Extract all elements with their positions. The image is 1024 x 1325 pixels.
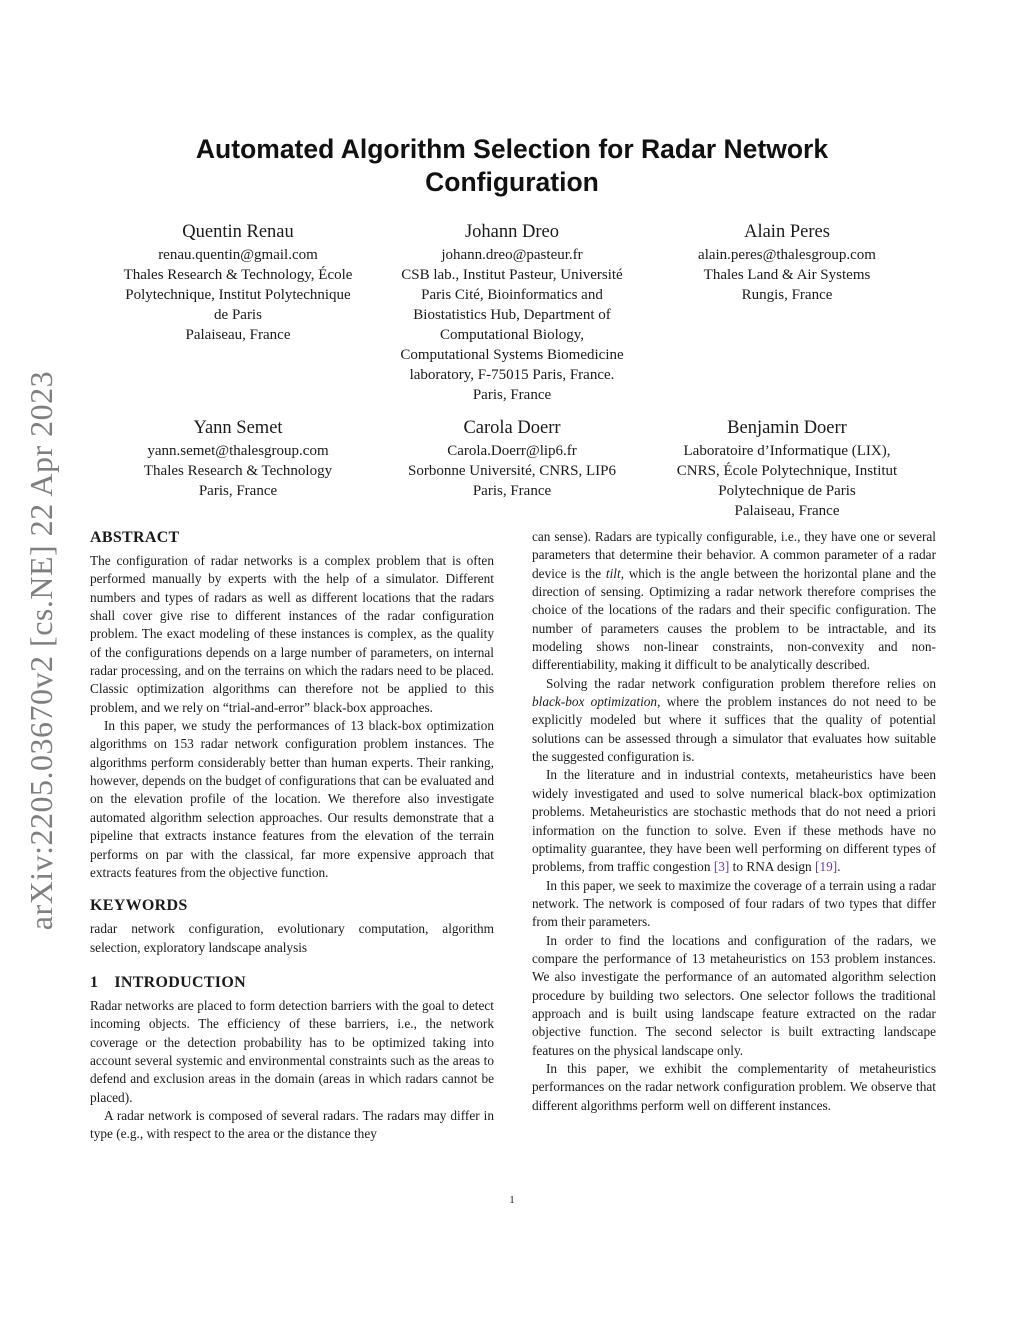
author-location: Rungis, France: [741, 287, 833, 303]
author-location: Paris, France: [472, 387, 552, 403]
author-affiliation: Paris Cité, Bioinformatics and: [421, 287, 603, 303]
body-text: .: [837, 859, 841, 875]
author-affiliation: Thales Land & Air Systems: [703, 267, 871, 283]
abstract-heading: ABSTRACT: [90, 529, 180, 546]
citation-link[interactable]: [19]: [815, 859, 838, 875]
author-block: [103, 416, 373, 501]
author-name: Yann Semet: [193, 418, 283, 438]
author-name: Benjamin Doerr: [727, 418, 847, 438]
section-number: 1: [90, 973, 99, 991]
author-affiliation: Thales Research & Technology: [143, 463, 333, 479]
author-block: [103, 220, 373, 345]
author-block: [652, 220, 922, 305]
citation-link[interactable]: [3]: [713, 859, 730, 875]
author-block: [652, 416, 922, 521]
author-affiliation: CNRS, École Polytechnique, Institut: [676, 463, 898, 479]
body-paragraph: A radar network is composed of several radars. The radars may differ in type (e.g., with respect to the area or the distance they: [90, 1107, 494, 1142]
author-location: Palaiseau, France: [734, 503, 840, 519]
arxiv-stamp: [20, 355, 64, 945]
emphasis-term: black-box optimization: [532, 694, 658, 710]
author-affiliation: laboratory, F-75015 Paris, France.: [409, 367, 615, 383]
author-block: [377, 220, 647, 405]
body-paragraph: [532, 528, 936, 675]
intro-heading: [90, 973, 494, 993]
title-line-1: Automated Algorithm Selection for Radar Network: [195, 134, 829, 164]
author-name: Johann Dreo: [464, 222, 560, 242]
section-title: INTRODUCTION: [114, 973, 246, 991]
author-affiliation: Polytechnique, Institut Polytechnique: [125, 287, 351, 303]
author-affiliation: Computational Systems Biomedicine: [400, 347, 624, 363]
page-number: 1: [509, 1194, 515, 1206]
author-name: Quentin Renau: [182, 222, 294, 242]
author-location: Paris, France: [198, 483, 278, 499]
left-column: [90, 528, 494, 1144]
author-affiliation: Sorbonne Université, CNRS, LIP6: [408, 463, 616, 479]
emphasis-term: tilt: [605, 565, 621, 581]
abstract-paragraph: In this paper, we study the performances of 13 black-box optimization algorithms on 153 radar network configuration problem instances. The algorithms perform considerably better than human experts. Their ranking, however, depends on the budget of configurations that can be evaluated and on the elevation profile of the location. We therefore also investigate automated algorithm selection approaches. Our results demonstrate that a pipeline that extracts instance features from the elevation of the terrain performs on par with the classical, far more expensive approach that extracts features from the objective function.: [90, 718, 494, 880]
author-email: johann.dreo@pasteur.fr: [441, 247, 583, 263]
abstract-paragraph: The configuration of radar networks is a complex problem that is often performed manually by experts with the help of a simulator. Different numbers and types of radars as well as different locations that the radars shall cover give rise to different instances of the radar configuration problem. The exact modeling of these instances is complex, as the quality of the configurations depends on a large number of parameters, on internal radar processing, and on the terrains on which the radars need to be placed. Classic optimization algorithms can therefore not be applied to this problem, and we rely on “trial-and-error” black-box approaches.: [90, 553, 494, 715]
author-name: Carola Doerr: [463, 418, 561, 438]
author-block: [377, 416, 647, 501]
body-text: , where the problem instances do not need to be explicitly modeled but where it suffices that the quality of potential solutions can be assessed through a simulator that evaluates how suitable the suggested configuration is.: [532, 694, 936, 765]
body-text: Solving the radar network configuration problem therefore relies on: [546, 675, 936, 691]
author-email: Carola.Doerr@lip6.fr: [447, 443, 577, 459]
author-affiliation: Thales Research & Technology, École: [123, 267, 353, 283]
body-text: In the literature and in industrial contexts, metaheuristics have been widely investigated and used to solve numerical black-box optimization problems. Metaheuristics are stochastic methods that do not need a priori information on the function to solve. Even if these methods have no optimality guarantee, they have been well performing on different types of problems, from traffic congestion: [532, 767, 936, 875]
keywords-text: radar network configuration, evolutionary computation, algorithm selection, exploratory landscape analysis: [90, 921, 494, 955]
arxiv-id: arXiv:2205.03670v2 [cs.NE] 22 Apr 2023: [23, 370, 60, 930]
body-paragraph: In this paper, we seek to maximize the coverage of a terrain using a radar network. The network is composed of four radars of two types that differ from their parameters.: [532, 877, 936, 930]
keywords-heading: KEYWORDS: [90, 897, 188, 915]
author-affiliation: CSB lab., Institut Pasteur, Université: [401, 267, 623, 283]
body-text: , which is the angle between the horizontal plane and the direction of sensing. Optimizing a radar network therefore comprises the choice of the locations of the radars and their specific configuration. The number of parameters causes the problem to be intractable, and its modeling shows non-linear constraints, non-convexity and non-differentiability, making it difficult to be analytically described.: [532, 565, 937, 673]
body-paragraph: [532, 766, 936, 876]
author-affiliation: Laboratoire d’Informatique (LIX),: [683, 443, 891, 459]
author-affiliation: Polytechnique de Paris: [718, 483, 856, 499]
author-email: yann.semet@thalesgroup.com: [147, 443, 329, 459]
author-location: Paris, France: [472, 483, 552, 499]
body-text: to RNA design: [729, 859, 812, 875]
right-column: [532, 528, 936, 1115]
body-paragraph: Radar networks are placed to form detection barriers with the goal to detect incoming objects. The efficiency of these barriers, i.e., the network coverage or the detection probability has to be optimized taking into account several systemic and environmental constraints such as the areas to defend and exclusion areas in the domain (areas in which radars cannot be placed).: [90, 997, 494, 1105]
body-paragraph: In this paper, we exhibit the complementarity of metaheuristics performances on the radar network configuration problem. We observe that different algorithms perform well on different instances.: [532, 1060, 936, 1113]
author-name: Alain Peres: [744, 222, 830, 242]
title-line-2: Configuration: [425, 167, 599, 197]
author-email: alain.peres@thalesgroup.com: [698, 247, 876, 263]
author-location: Palaiseau, France: [185, 327, 291, 343]
paper-title: [140, 133, 884, 199]
body-text: can sense). Radars are typically configurable, i.e., they have one or several parameters that determine their behavior. A common parameter of a radar device is the: [532, 529, 936, 581]
author-affiliation: Computational Biology,: [439, 327, 585, 343]
author-affiliation: de Paris: [214, 307, 262, 323]
body-paragraph: In order to find the locations and configuration of the radars, we compare the performance of 13 metaheuristics on 153 problem instances. We also investigate the performance of an automated algorithm selection procedure by building two selectors. One selector follows the traditional approach and is built using landscape feature extracted on the radar objective function. The second selector is built extracting landscape features on the physical landscape only.: [532, 932, 936, 1058]
author-email: renau.quentin@gmail.com: [158, 247, 318, 263]
author-affiliation: Biostatistics Hub, Department of: [413, 307, 611, 323]
body-paragraph: [532, 675, 936, 767]
